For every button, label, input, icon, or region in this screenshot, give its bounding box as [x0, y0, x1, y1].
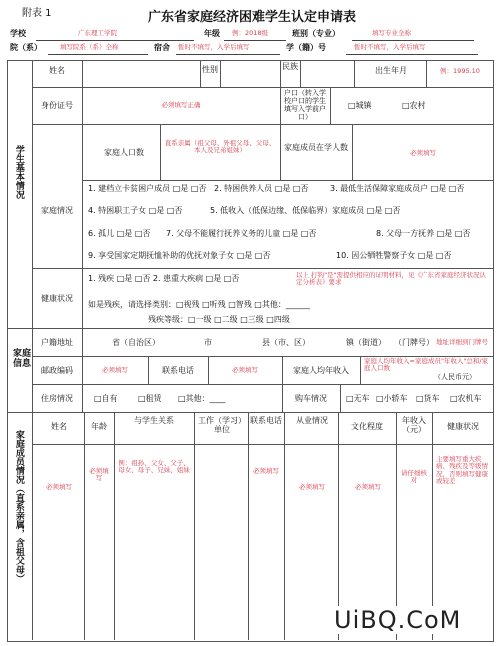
- family-status-item[interactable]: 10. 因公牺牲警察子女 □是 □否: [336, 251, 452, 260]
- family-status-item[interactable]: 4. 特困职工子女 □是 □否: [88, 206, 183, 215]
- car-truck[interactable]: □货车: [416, 394, 440, 403]
- income-hint: 家庭人均年收入=家庭成员"年收入"总和/家庭人口数: [364, 357, 489, 373]
- housing-other[interactable]: □其他：____: [178, 394, 226, 403]
- members-hint-income[interactable]: 请仔细核对: [401, 469, 427, 485]
- family-status-item[interactable]: 5. 低收入（低保边缘、低保临界）家庭成员 □是 □否: [210, 206, 401, 215]
- id-hint[interactable]: 必须填写正确: [161, 101, 201, 109]
- address-hint: 地址详细到门牌号: [436, 338, 488, 346]
- family-status-item[interactable]: 6. 孤儿 □是 □否: [88, 229, 151, 238]
- hukou-rural[interactable]: □农村: [402, 101, 426, 110]
- class-value[interactable]: 填写专业全称: [372, 29, 411, 37]
- members-hint-name[interactable]: 必须填写: [46, 483, 72, 491]
- family-status-item[interactable]: 9. 享受国家定期抚恤补助的优抚对象子女 □是 □否: [88, 251, 271, 260]
- address-label: 户籍地址: [41, 338, 73, 347]
- birth-label: 出生年月: [375, 66, 407, 75]
- school-value[interactable]: 广东理工学院: [78, 29, 117, 37]
- school-label: 学校: [10, 29, 26, 38]
- car-none[interactable]: □无车: [346, 394, 370, 403]
- section-family-members: 家庭成员情况（直系亲属，含祖父母）: [13, 430, 24, 583]
- health-line-2[interactable]: 如是残疾，请选择类别：□视残 □听残 □智残 □其他：______: [88, 300, 310, 309]
- phone-label: 联系电话: [162, 366, 194, 375]
- members-header-occupation: 从业情况: [296, 416, 328, 425]
- income-label: 家庭人均年收入: [293, 366, 349, 375]
- grade-label: 年级: [204, 29, 220, 38]
- members-header-name: 姓名: [51, 422, 67, 431]
- members-hint-education[interactable]: 必须填写: [355, 483, 381, 491]
- form-title: 广东省家庭经济困难学生认定申请表: [148, 10, 357, 25]
- name-input[interactable]: [84, 62, 198, 85]
- members-hint-phone[interactable]: 必须填写: [253, 467, 279, 475]
- members-hint-relation[interactable]: 例：祖孙、父女、父子、母女、母子、兄妹、姐妹: [118, 459, 190, 475]
- family-count-hint[interactable]: 直系亲属（祖父母、外祖父母、父母、本人及兄弟姐妹）: [164, 139, 276, 155]
- status-label: 学（籍）号: [286, 43, 326, 52]
- hukou-town[interactable]: □城镇: [348, 101, 372, 110]
- address-city[interactable]: 市: [204, 338, 212, 347]
- class-label: 班别（专业）: [292, 29, 340, 38]
- zip-label: 邮政编码: [41, 366, 73, 375]
- family-status-item[interactable]: 3. 最低生活保障家庭成员户 □是 □否: [330, 184, 465, 193]
- status-value[interactable]: 暂时不填写，入学后填写: [354, 43, 426, 51]
- family-status-item[interactable]: 2. 特困供养人员 □是 □否: [214, 184, 309, 193]
- health-hint: 以上 打钩"是"需提供相应的证明材料，见《广东省家庭经济状况认定分析表》要求: [296, 271, 487, 287]
- address-province[interactable]: 省（自治区）: [112, 338, 160, 347]
- car-label: 购车情况: [295, 394, 327, 403]
- phone-hint[interactable]: 必须填写: [232, 366, 258, 374]
- members-header-relation: 与学生关系: [134, 416, 174, 425]
- members-header-income: 年收入（元）: [402, 416, 426, 435]
- members-header-education: 文化程度: [351, 422, 383, 431]
- members-header-age: 年龄: [91, 422, 107, 431]
- health-line-1[interactable]: 1. 残疾 □是 □否 2. 患重大疾病 □是 □否: [88, 274, 240, 283]
- hukou-label: 户口（转入学校户口的学生填写入学前户口）: [284, 89, 326, 122]
- address-house[interactable]: （门牌号）: [394, 338, 434, 347]
- members-hint-health[interactable]: 主要填写重大疾病、残疾及等级情况，否则填写健康或较差: [436, 455, 488, 486]
- section-student-basic: 学生基本情况: [13, 145, 24, 199]
- zip-hint[interactable]: 必须填写: [102, 366, 128, 374]
- members-header-phone: 联系电话: [250, 416, 282, 425]
- members-header-health: 健康状况: [447, 422, 479, 431]
- family-status-item[interactable]: 7. 父母不能履行抚养义务的儿童 □是 □否: [166, 229, 317, 238]
- family-students-hint[interactable]: 必须填写: [410, 149, 436, 157]
- housing-own[interactable]: □自有: [94, 394, 118, 403]
- section-family-info: 家庭信息: [13, 349, 32, 369]
- watermark-logo: UiBQ.CoM: [330, 606, 465, 634]
- members-header-workplace: 工作（学习）单位: [198, 416, 246, 435]
- family-students-label: 家庭成员在学人数: [284, 143, 348, 152]
- birth-example[interactable]: 例：1995.10: [440, 67, 480, 75]
- health-label: 健康状况: [41, 294, 73, 303]
- members-hint-age[interactable]: 必须填写: [89, 467, 109, 483]
- car-small[interactable]: □小轿车: [376, 394, 408, 403]
- family-count-label: 家庭人口数: [104, 148, 144, 157]
- address-county[interactable]: 县（市、区）: [262, 338, 310, 347]
- housing-label: 住房情况: [41, 394, 73, 403]
- dept-value[interactable]: 填写院系（系）全称: [60, 43, 119, 51]
- appendix-label: 附表 1: [22, 8, 52, 19]
- gender-label: 性别: [202, 65, 218, 74]
- id-label: 身份证号: [41, 101, 73, 110]
- dorm-label: 宿舍: [154, 43, 170, 52]
- family-status-item[interactable]: 1. 建档立卡贫困户成员 □是 □否: [88, 184, 207, 193]
- ethnic-label: 民族: [282, 62, 298, 71]
- income-unit: （人民币元）: [434, 373, 476, 381]
- dorm-value[interactable]: 暂时不填写，入学后填写: [178, 43, 250, 51]
- family-status-label: 家庭情况: [41, 206, 73, 215]
- housing-rent[interactable]: □租赁: [138, 394, 162, 403]
- grade-value[interactable]: 例：2018级: [232, 29, 269, 37]
- car-farm[interactable]: □农机车: [450, 394, 482, 403]
- family-status-item[interactable]: 8. 父母一方抚养 □是 □否: [376, 229, 471, 238]
- address-town[interactable]: 镇（街道）: [346, 338, 386, 347]
- health-line-3[interactable]: 残疾等级：□一级 □二级 □三级 □四级: [148, 315, 290, 324]
- name-label: 姓名: [49, 66, 65, 75]
- members-hint-occupation[interactable]: 必须填写: [299, 483, 325, 491]
- dept-label: 院（系）: [10, 43, 42, 52]
